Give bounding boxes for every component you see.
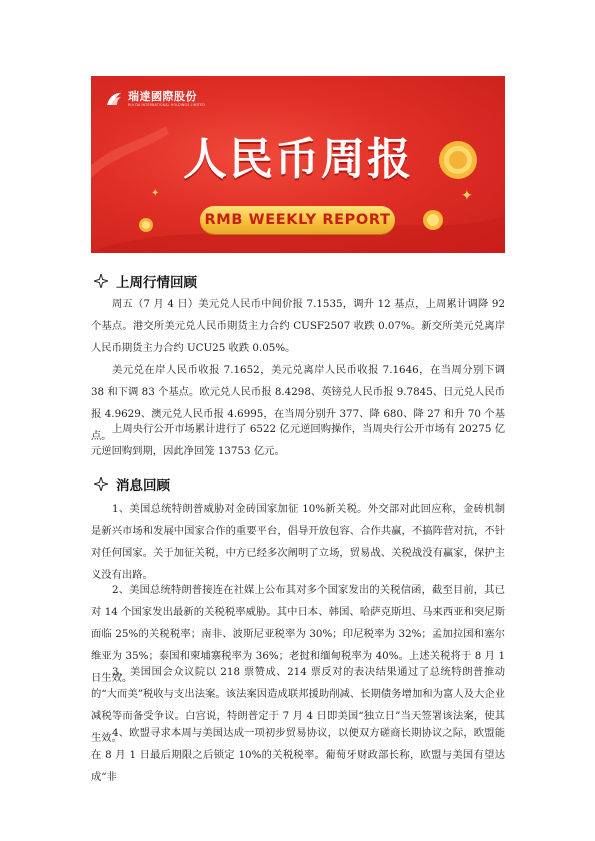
paragraph: 2、美国总统特朗普接连在社媒上公布其对多个国家发出的关税信函，截至目前，其已对 14 个国家发出最新的关税税率威胁。其中日本、韩国、哈萨克斯坦、马来西亚和突尼斯面临 25%的关税税率；南非、波斯尼亚税率为 30%；印尼税率为 32%；孟加拉国和塞尔维亚为 35%；泰国和柬埔寨税率为 36%；老挝和缅甸税率为 40%。上述关税将于 8 月 1 日生效。 [91, 584, 505, 684]
section-title: 上周行情回顾 [116, 275, 197, 291]
paragraph: 4、欧盟寻求本周与美国达成一项初步贸易协议，以便双方磋商长期协议之际，欧盟能在 8 月 1 日最后期限之后锁定 10%的关税税率。葡萄牙财政部长称，欧盟与美国有望达成“非 [91, 727, 505, 783]
paragraph: 上周央行公开市场累计进行了 6522 亿元逆回购操作，当周央行公开市场有 20275 亿元逆回购到期，因此净回笼 13753 亿元。 [91, 423, 505, 457]
logo-name: 瑞達國際股份 [128, 89, 197, 103]
section-title: 消息回顾 [116, 478, 170, 494]
section-heading-news-review [94, 474, 170, 494]
paragraph: 1、美国总统特朗普威胁对金砖国家加征 10%新关税。外交部对此回应称，金砖机制是新兴市场和发展中国家合作的重要平台，倡导开放包容、合作共赢，不搞阵营对抗，不针对任何国家。关于加征关税，中方已经多次阐明了立场，贸易战、关税战没有赢家，保护主义没有出路。 [91, 503, 505, 581]
company-logo [105, 86, 205, 112]
header-banner [91, 76, 505, 253]
report-title: 人民币周报 [183, 134, 413, 185]
logo-mark-icon [105, 90, 123, 108]
sparkle-icon: ✦ [461, 188, 473, 204]
report-subtitle-pill: RMB WEEKLY REPORT [200, 206, 395, 234]
logo-subtitle: RUI DA INTERNATIONAL HOLDINGS LIMITED [128, 102, 205, 107]
coin-tiny-icon [137, 216, 155, 234]
paragraph: 美元兑在岸人民币收报 7.1652，美元兑离岸人民币收报 7.1646，在当周分别下调 38 和下调 83 个基点。欧元兑人民币报 8.4298、英镑兑人民币报 9.7845、日元兑人民币报 4.9629、澳元兑人民币报 4.6995，在当周分别升 377、降 680、降 27 和升 70 个基点。 [91, 364, 505, 442]
ribbon-left-decoration [91, 116, 171, 186]
coin-decoration-icon [436, 138, 480, 182]
sparkle-icon: ✦ [151, 188, 160, 199]
diamond-bullet-icon [94, 274, 108, 288]
paragraph: 3、美国国会众议院以 218 票赞成、214 票反对的表决结果通过了总统特朗普推动的“大而美”税收与支出法案。该法案因造成联邦援助削减、长期债务增加和为富人及大企业减税等而备受争议。白宫说，特朗普定于 7 月 4 日即美国“独立日”当天签署该法案，使其生效。 [91, 666, 505, 744]
coin-small-icon [421, 208, 445, 232]
paragraph: 周五（7 月 4 日）美元兑人民币中间价报 7.1535，调升 12 基点，上周累计调降 92 个基点。港交所美元兑人民币期货主力合约 CUSF2507 收跌 0.07%。新交所美元兑离岸人民币期货主力合约 UCU25 收跌 0.05%。 [91, 298, 505, 354]
diamond-bullet-icon [94, 477, 108, 491]
section-heading-market-review [94, 271, 197, 291]
